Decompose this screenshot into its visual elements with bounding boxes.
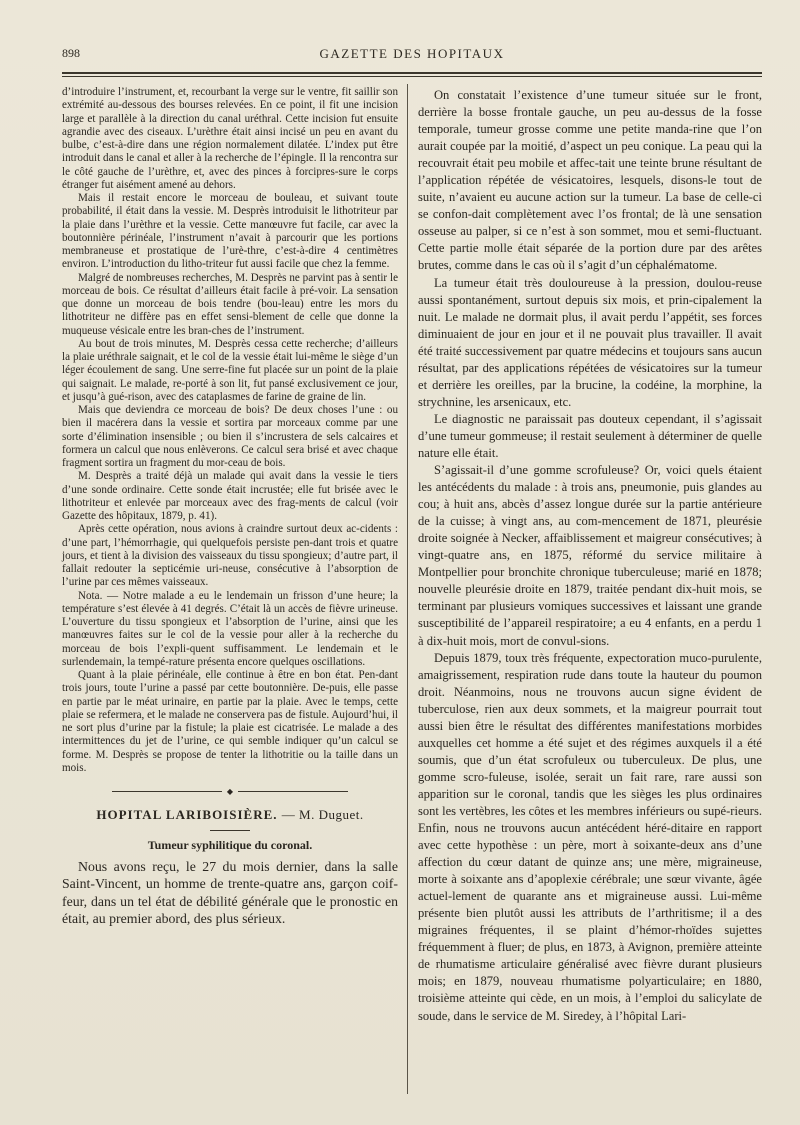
journal-title: GAZETTE DES HOPITAUX [319, 46, 505, 61]
section-title: HOPITAL LARIBOISIÈRE. [96, 807, 278, 823]
right-paragraph-3: Le diagnostic ne paraissait pas douteux cependant, il s’agissait d’une tumeur gommeuse; il restait seulement à déterminer de quelle nature elle était. [418, 411, 762, 460]
left-paragraph-5: Mais que deviendra ce morceau de bois? De deux choses l’une : ou bien il macérera dans la vessie et sortira par morceaux comme par une sorte d’élimination insensible ; ou bien il s’incrustera de sels calcaires et formera un calcul que nous enlèverons. Ce calcul sera brisé et avec chaque fragment sortira un fragment du mor-ceau de bois. [62, 404, 398, 469]
left-paragraph-2: Mais il restait encore le morceau de bouleau, et suivant toute probabilité, il était dans la vessie. M. Desprès introduisit le lithotriteur par la plaie dans l’urèthre et la vessie. Cette manœuvre fut facile, car avec la boutonnière périnéale, l’instrument n’avait à parcourir que les portions membraneuse et prostatique de l’urè-thre, c’est-à-dire 4 centimètres environ. L’introduction du litho-triteur fut aussi facile que chez la femme. [62, 192, 398, 271]
left-paragraph-8: Nota. — Notre malade a eu le lendemain un frisson d’une heure; la température s’est élevée à 41 degrés. C’était là un accès de fièvre urineuse. L’ouverture du tissu spongieux et l’absorption de l’urine, ainsi que les manœuvres faites sur le col de la vessie pour aller à la recherche du morceau de bois l’expli-quent suffisamment. Le lendemain et le surlendemain, la tempé-rature présenta encore quelques oscillations. [62, 589, 398, 668]
heading-short-rule [210, 830, 250, 831]
case-title: Tumeur syphilitique du coronal. [147, 837, 313, 852]
page-header [62, 46, 762, 70]
right-column [418, 87, 762, 1025]
header-rule [62, 72, 762, 74]
left-column [62, 86, 398, 928]
left-paragraph-4: Au bout de trois minutes, M. Desprès cessa cette recherche; d’ailleurs la plaie uréthrale saignait, et le col de la vessie était lui-même le siège d’un léger écoulement de sang. Une serre-fine fut placée sur un point de la plaie qui saignait. Le malade, re-porté à son lit, fut pansé exclusivement ce jour, et jusqu’à gué-rison, avec des cataplasmes de farine de graine de lin. [62, 337, 398, 403]
left-last-paragraph: Nous avons reçu, le 27 du mois dernier, dans la salle Saint-Vincent, un homme de trente-quatre ans, garçon coif-feur, dans un tel état de débilité générale que le pronostic en était, au premier abord, des plus sérieux. [62, 858, 398, 927]
left-paragraph-3: Malgré de nombreuses recherches, M. Desprès ne parvint pas à sentir le morceau de bois. Ce résultat d’ailleurs était facile à pré-voir. La sensation que donne un morceau de bois tendre (bou-leau) entre les mors du lithotriteur ne diffère pas en effet sensi-blement de celle que donne la muqueuse vésicale entre les bran-ches de l’instrument. [62, 271, 398, 337]
section-divider [62, 785, 398, 798]
divider-ornament-icon: ◆ [226, 787, 234, 796]
left-paragraph-9: Quant à la plaie périnéale, elle continue à être en bon état. Pen-dant trois jours, toute l’urine a passé par cette boutonnière. De-puis, elle passe en partie par le méat urinaire, en partie par la plaie. Avec le temps, cette plaie se refermera, et le malade ne conservera pas de fistule. Aujourd’hui, il ne sort plus d’urine par la fistule; la plaie est cicatrisée. Le malade a des intermittences du jet de l’urine, ce qui semble indiquer qu’un calcul se forme. M. Desprès se propose de tenter la lithotritie ou la taille dans un mois. [62, 669, 398, 774]
header-rule-thin [62, 76, 762, 77]
column-divider [407, 84, 408, 1094]
page-number: 898 [62, 46, 80, 60]
divider-rule-right [238, 791, 348, 792]
right-paragraph-4: S’agissait-il d’une gomme scrofuleuse? Or, voici quels étaient les antécédents du malade : à trois ans, pneumonie, puis glandes au cou; à huit ans, abcès d’assez longue durée sur la partie antérieure de la cuisse; à vingt ans, au com-mencement de 1871, pleurésie droite soignée à Necker, affaiblissement et maigreur consécutives; à vingt-quatre ans, en 1875, réformé du service militaire à Montpellier pour bronchite chronique tuberculeuse; marié en 1878; nouvelle pleurésie droite en 1879, traitée pendant dix-huit mois, se terminant par plusieurs vomiques successives et laissant une grande susceptibilité de l’appareil respiratoire; a eu 4 enfants, en a perdu 1 à dix-huit mois, mort de convul-sions. [418, 463, 762, 648]
divider-rule-left [112, 791, 222, 792]
left-paragraph-6: M. Desprès a traité déjà un malade qui avait dans la vessie le tiers d’une sonde ordinaire. Cette sonde était incrustée; elle fut brisée avec le lithotriteur et enlevée par morceaux avec des frag-ments de calcul (voir Gazette des hôpitaux, 1879, p. 41). [62, 470, 398, 522]
right-paragraph-1: On constatait l’existence d’une tumeur située sur le front, derrière la bosse frontale gauche, un peu au-dessus de la fosse temporale, tumeur grosse comme une petite manda-rine que l’on aurait coupée par la moitié, d’aspect un peu conique. La peau qui la recouvrait était peu mobile et affec-tait une teinte brune résultant de l’application répétée de vésicatoires, lesquels, disons-le tout de suite, n’avaient eu aucune action sur la tumeur. La base de celle-ci se confon-dait complètement avec l’os frontal; de là une sensation osseuse au palper, si ce n’est à son sommet, mou et semi-fluctuant. Cette partie molle était séparée de la portion dure par des arêtes brutes, comme dans le cas où il s’agit d’un céphalématome. [418, 88, 762, 273]
right-paragraph-2: La tumeur était très douloureuse à la pression, doulou-reuse aussi spontanément, surtout depuis six mois, et prin-cipalement la nuit. Le malade ne dormait plus, il avait perdu l’appétit, ses forces diminuaient de jour en jour et il ne pouvait plus travailler. Il avait été traité successivement par quatre médecins et toujours sans aucun résultat, par des applications répétées de vésicatoires sur la tumeur et derrière les oreilles, par la brucine, la codéine, la morphine, la strychnine, les arsenicaux, etc. [418, 275, 762, 409]
left-paragraph-7: Après cette opération, nous avions à craindre surtout deux ac-cidents : d’une part, l’hémorrhagie, qui quelquefois persiste pen-dant trois et quatre jours, et tient à la division des vaisseaux du tissu spongieux; d’autre part, il fallait redouter la septicémie uri-neuse, consécutive à l’absorption de l’urine par ces mêmes vaisseaux. [62, 523, 398, 589]
right-paragraph-5: Depuis 1879, toux très fréquente, expectoration muco-purulente, amaigrissement, respiration rude dans toute la hauteur du poumon droit. Néanmoins, nous ne trouvons aucun signe évident de tuberculose, rien aux deux sommets, et la maigreur pourrait tout aussi bien être le résultat des différentes manifestations morbides auxquelles cet homme a été sujet et des régimes auxquels il a été soumis, que d’un état scrofuleux ou tuberculeux. De plus, une gomme scro-fuleuse, isolée, serait un fait rare, rare aussi son apparition sur le coronal, tandis que les sièges les plus ordinaires sont les vertèbres, les côtes et les membres inférieurs ou supé-rieurs. Enfin, nous ne trouvons aucun antécédent héré-ditaire en rapport avec cette hypothèse : un père, mort à soixante-deux ans d’une affection du cœur datant de quinze ans; une mère, migraineuse, morte à soixante ans d’apoplexie cérébrale; une sœur vivante, âgée actuel-lement de quarante ans et migraineuse aussi. Lui-même présente bien plutôt aussi les attributs de l’arthritisme; il a des migraines fréquentes, il se plaint d’hémor-rhoïdes sujettes fréquemment à fluer; de plus, en 1873, à Avignon, première atteinte de rhumatisme articulaire généralisé avec fièvre durant plusieurs mois; en 1879, nouveau rhumatisme polyarticulaire; en 1880, troisième atteinte qui cède, en un mois, à l’emploi du salicylate de soude, dans le service de M. Siredey, à l’hôpital Lari- [418, 650, 762, 1023]
section-author: — M. Duguet. [281, 807, 364, 823]
left-paragraph-1: d’introduire l’instrument, et, recourbant la verge sur le ventre, fit saillir son extrémité au-dessous des bourses relevées. En ce point, il fit une incision large et parallèle à la direction du canal uréthral. Cette incision fut ensuite agrandie avec des ciseaux. L’urèthre était ainsi incisé un peu en avant du bulbe, c’est-à-dire dans une région normalement dilatée. L’index put être introduit dans le canal et aller à la recherche de l’épingle. Il la rencontra sur le côté gauche de l’urèthre, et, avec des pinces à forcipres-sure le corps étranger fut aisément amené au dehors. [62, 86, 398, 191]
section-heading [62, 808, 398, 821]
